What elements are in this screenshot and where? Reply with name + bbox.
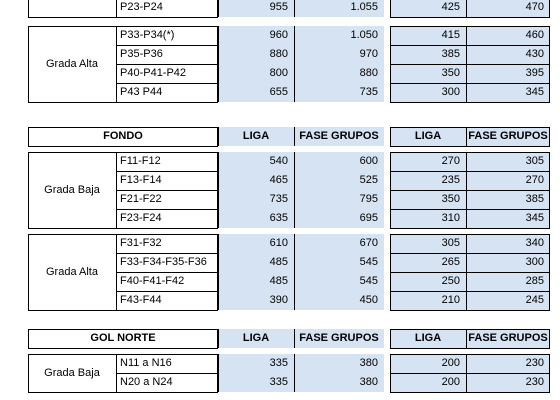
fase-grupos-price: 345: [466, 209, 550, 228]
seat-zone: P43 P44: [120, 86, 163, 98]
fase-grupos-price: 1.050: [294, 26, 384, 45]
grid-line: [28, 152, 218, 153]
grid-line: [28, 152, 29, 228]
table-row: [0, 171, 560, 190]
seat-zone: P40-P41-P42: [120, 67, 187, 79]
table-row: [0, 0, 560, 17]
header-liga: LIGA: [390, 127, 466, 146]
liga-price: 265: [390, 253, 466, 272]
header-liga: LIGA: [218, 127, 294, 146]
grid-line: [390, 26, 550, 27]
grid-line: [28, 348, 218, 349]
liga-price: 880: [218, 45, 294, 64]
grid-line: [116, 83, 218, 84]
grid-line: [116, 253, 218, 254]
grid-line: [28, 146, 218, 147]
grid-line: [466, 234, 467, 310]
liga-price: 235: [390, 171, 466, 190]
grid-line: [116, 26, 117, 102]
grid-line: [116, 64, 218, 65]
grid-line: [116, 190, 218, 191]
table-row: [0, 373, 560, 392]
grid-line: [116, 45, 218, 46]
grid-line: [466, 0, 467, 17]
grid-line: [390, 310, 550, 311]
fase-grupos-price: 670: [294, 234, 384, 253]
fase-grupos-price: 735: [294, 83, 384, 102]
fase-grupos-price: 300: [466, 253, 550, 272]
fase-grupos-price: 545: [294, 272, 384, 291]
seat-zone: F31-F32: [120, 237, 162, 249]
grid-line: [28, 0, 29, 17]
liga-price: 610: [218, 234, 294, 253]
grid-line: [390, 64, 550, 65]
group-label-text: Grada Alta: [46, 266, 98, 278]
grid-line: [294, 354, 295, 392]
liga-price: 350: [390, 64, 466, 83]
grid-line: [294, 0, 295, 17]
group-label-text: Grada Alta: [46, 58, 98, 70]
grid-line: [294, 26, 295, 102]
grid-line: [116, 291, 218, 292]
grid-line: [218, 26, 219, 102]
liga-price: 800: [218, 64, 294, 83]
grid-line: [28, 234, 29, 310]
table-row: [0, 253, 560, 272]
grid-line: [28, 228, 218, 229]
grid-line: [116, 272, 218, 273]
fase-grupos-price: 230: [466, 373, 550, 392]
grid-line: [28, 329, 29, 348]
grid-line: [390, 228, 550, 229]
grid-line: [116, 373, 218, 374]
grid-line: [390, 209, 550, 210]
header-fase-grupos: FASE GRUPOS: [294, 127, 384, 146]
grid-line: [390, 348, 550, 349]
grid-line: [390, 171, 550, 172]
grid-line: [116, 354, 117, 392]
table-row: [0, 152, 560, 171]
grid-line: [218, 0, 219, 17]
grid-line: [28, 329, 218, 330]
fase-grupos-price: 285: [466, 272, 550, 291]
grid-line: [390, 152, 550, 153]
grid-line: [390, 190, 550, 191]
grid-line: [390, 17, 550, 18]
fase-grupos-price: 600: [294, 152, 384, 171]
grid-line: [28, 392, 218, 393]
section-title: FONDO: [103, 130, 143, 142]
fase-grupos-price: 525: [294, 171, 384, 190]
table-row: [0, 291, 560, 310]
grid-line: [390, 392, 550, 393]
liga-price: 390: [218, 291, 294, 310]
fase-grupos-price: 345: [466, 83, 550, 102]
grid-line: [549, 127, 550, 146]
grid-line: [28, 354, 29, 392]
seat-zone: P35-P36: [120, 48, 163, 60]
fase-grupos-price: 230: [466, 354, 550, 373]
liga-price: 200: [390, 354, 466, 373]
grid-line: [390, 0, 391, 17]
liga-price: 335: [218, 354, 294, 373]
liga-price: 485: [218, 272, 294, 291]
grid-line: [390, 127, 391, 146]
liga-price: 250: [390, 272, 466, 291]
seat-zone: N20 a N24: [120, 376, 173, 388]
grid-line: [28, 17, 218, 18]
grid-line: [28, 26, 29, 102]
grid-line: [28, 127, 218, 128]
grid-line: [116, 234, 117, 310]
grid-line: [218, 152, 219, 228]
grid-line: [116, 0, 117, 17]
fase-grupos-price: 695: [294, 209, 384, 228]
table-row: [0, 354, 560, 373]
grid-line: [390, 234, 550, 235]
table-row: [0, 45, 560, 64]
liga-price: 540: [218, 152, 294, 171]
fase-grupos-price: 385: [466, 190, 550, 209]
section-title: GOL NORTE: [90, 332, 156, 344]
header-liga: LIGA: [218, 329, 294, 348]
grid-line: [116, 171, 218, 172]
grid-line: [28, 102, 218, 103]
fase-grupos-price: 380: [294, 373, 384, 392]
section-header-row: [0, 127, 560, 146]
fase-grupos-price: 970: [294, 45, 384, 64]
grid-line: [116, 152, 117, 228]
seat-zone: F23-F24: [120, 212, 162, 224]
fase-grupos-price: 245: [466, 291, 550, 310]
grid-line: [390, 102, 550, 103]
seat-zone: F21-F22: [120, 193, 162, 205]
table-row: [0, 234, 560, 253]
grid-line: [294, 234, 295, 310]
seat-zone: N11 a N16: [120, 357, 172, 369]
grid-line: [218, 329, 219, 348]
fase-grupos-price: 460: [466, 26, 550, 45]
grid-line: [390, 354, 550, 355]
grid-line: [390, 146, 550, 147]
table-row: [0, 26, 560, 45]
group-label-text: Grada Baja: [44, 184, 100, 196]
grid-line: [28, 234, 218, 235]
grid-line: [116, 209, 218, 210]
grid-line: [390, 373, 550, 374]
grid-line: [294, 127, 295, 146]
table-row: [0, 209, 560, 228]
fase-grupos-price: 305: [466, 152, 550, 171]
grid-line: [28, 310, 218, 311]
liga-price: 310: [390, 209, 466, 228]
header-fase-grupos: FASE GRUPOS: [294, 329, 384, 348]
liga-price: 200: [390, 373, 466, 392]
table-row: [0, 190, 560, 209]
liga-price: 465: [218, 171, 294, 190]
fase-grupos-price: 340: [466, 234, 550, 253]
liga-price: 485: [218, 253, 294, 272]
liga-price: 305: [390, 234, 466, 253]
grid-line: [390, 253, 550, 254]
seat-zone: F13-F14: [120, 174, 162, 186]
fase-grupos-price: 430: [466, 45, 550, 64]
grid-line: [466, 127, 467, 146]
fase-grupos-price: 1.055: [294, 0, 384, 17]
liga-price: 335: [218, 373, 294, 392]
seat-zone: F11-F12: [120, 155, 161, 167]
grid-line: [466, 329, 467, 348]
fase-grupos-price: 795: [294, 190, 384, 209]
liga-price: 415: [390, 26, 466, 45]
header-fase-grupos: FASE GRUPOS: [466, 329, 550, 348]
grid-line: [390, 291, 550, 292]
grid-line: [390, 127, 550, 128]
seat-zone: P33-P34(*): [120, 29, 175, 41]
fase-grupos-price: 470: [466, 0, 550, 17]
group-label-text: Grada Baja: [44, 367, 100, 379]
table-row: [0, 64, 560, 83]
liga-price: 385: [390, 45, 466, 64]
table-row: [0, 272, 560, 291]
grid-line: [549, 0, 550, 17]
header-liga: LIGA: [390, 329, 466, 348]
liga-price: 270: [390, 152, 466, 171]
grid-line: [28, 26, 218, 27]
fase-grupos-price: 380: [294, 354, 384, 373]
grid-line: [218, 354, 219, 392]
liga-price: 300: [390, 83, 466, 102]
grid-line: [466, 26, 467, 102]
grid-line: [390, 329, 550, 330]
liga-price: 960: [218, 26, 294, 45]
grid-line: [294, 329, 295, 348]
fase-grupos-price: 450: [294, 291, 384, 310]
grid-line: [28, 127, 29, 146]
seat-zone: F33-F34-F35-F36: [120, 256, 207, 268]
liga-price: 955: [218, 0, 294, 17]
grid-line: [390, 83, 550, 84]
fase-grupos-price: 545: [294, 253, 384, 272]
header-fase-grupos: FASE GRUPOS: [466, 127, 550, 146]
liga-price: 635: [218, 209, 294, 228]
table-row: [0, 83, 560, 102]
grid-line: [294, 152, 295, 228]
liga-price: 655: [218, 83, 294, 102]
fase-grupos-price: 880: [294, 64, 384, 83]
grid-line: [466, 354, 467, 392]
fase-grupos-price: 395: [466, 64, 550, 83]
grid-line: [390, 45, 550, 46]
fase-grupos-price: 270: [466, 171, 550, 190]
seat-zone: F43-F44: [120, 294, 162, 306]
grid-line: [28, 354, 218, 355]
seat-zone: P23-P24: [120, 1, 163, 13]
liga-price: 350: [390, 190, 466, 209]
grid-line: [218, 127, 219, 146]
seat-zone: F40-F41-F42: [120, 275, 185, 287]
liga-price: 425: [390, 0, 466, 17]
section-header-row: [0, 329, 560, 348]
grid-line: [218, 234, 219, 310]
liga-price: 735: [218, 190, 294, 209]
grid-line: [549, 329, 550, 348]
grid-line: [390, 272, 550, 273]
grid-line: [466, 152, 467, 228]
grid-line: [390, 329, 391, 348]
liga-price: 210: [390, 291, 466, 310]
